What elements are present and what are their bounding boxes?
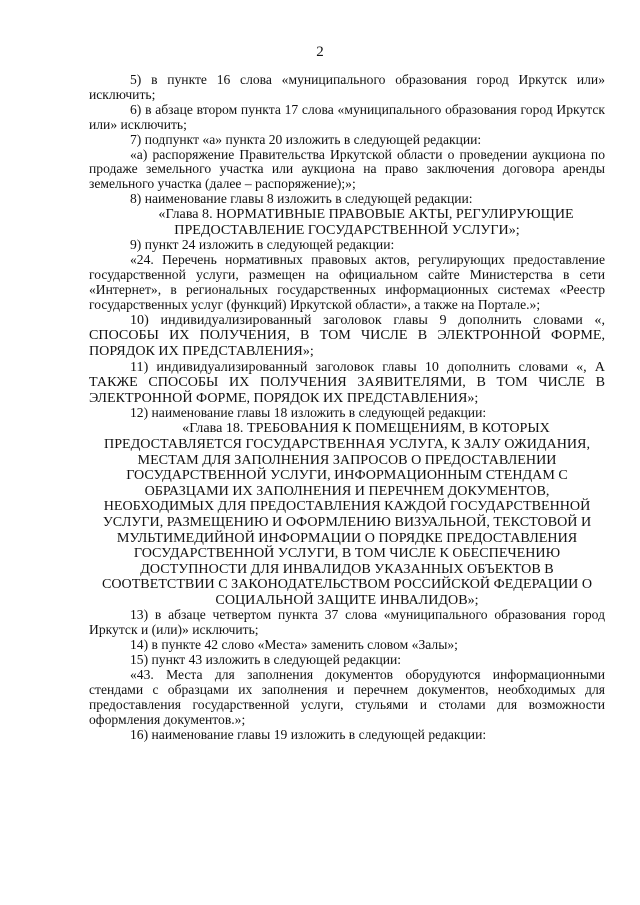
paragraph-item-15: 15) пункт 43 изложить в следующей редакции: — [130, 652, 402, 668]
paragraph-item-6: 6) в абзаце втором пункта 17 слова «муниципального образования город Иркутск или» исключить; — [89, 101, 605, 132]
paragraph-item-9: 9) пункт 24 изложить в следующей редакции: — [130, 237, 395, 253]
paragraph-item-12: 12) наименование главы 18 изложить в следующей редакции: — [130, 405, 487, 421]
quoted-point-43: «43. Места для заполнения документов оборудуются информационными стендами с образцами их заполнения и перечнем документов, необходимых для предоставления государственной услуги, стульями и столами для возможности оформления документов.»; — [89, 667, 605, 727]
paragraph-item-5: 5) в пункте 16 слова «муниципального образования город Иркутск или» исключить; — [89, 72, 605, 102]
paragraph-item-16: 16) наименование главы 19 изложить в следующей редакции: — [130, 726, 487, 742]
quoted-subparagraph-a: «а) распоряжение Правительства Иркутской области о проведении аукциона по продаже земельного участка или аукциона на право заключения договора аренды земельного участка (далее – распоряжение);»; — [89, 146, 605, 192]
document-body — [89, 73, 605, 743]
chapter-18-heading: «Глава 18. ТРЕБОВАНИЯ К ПОМЕЩЕНИЯМ, В КОТОРЫХ ПРЕДОСТАВЛЯЕТСЯ ГОСУДАРСТВЕННАЯ УСЛУГА, К ЗАЛУ ОЖИДАНИЯ, МЕСТАМ ДЛЯ ЗАПОЛНЕНИЯ ЗАПРОСОВ О ПРЕДОСТАВЛЕНИИ ГОСУДАРСТВЕННОЙ УСЛУГИ, ИНФОРМАЦИОННЫМ СТЕНДАМ С ОБРАЗЦАМИ ИХ ЗАПОЛНЕНИЯ И ПЕРЕЧНЕМ ДОКУМЕНТОВ, НЕОБХОДИМЫХ ДЛЯ ПРЕДОСТАВЛЕНИЯ КАЖДОЙ ГОСУДАРСТВЕННОЙ УСЛУГИ, РАЗМЕЩЕНИЮ И ОФОРМЛЕНИЮ ВИЗУАЛЬНОЙ, ТЕКСТОВОЙ И МУЛЬТИМЕДИЙНОЙ ИНФОРМАЦИИ О ПОРЯДКЕ ПРЕДОСТАВЛЕНИЯ ГОСУДАРСТВЕННОЙ УСЛУГИ, В ТОМ ЧИСЛЕ К ОБЕСПЕЧЕНИЮ ДОСТУПНОСТИ ДЛЯ ИНВАЛИДОВ УКАЗАННЫХ ОБЪЕКТОВ В СООТВЕТСТВИИ С ЗАКОНОДАТЕЛЬСТВОМ РОССИЙСКОЙ ФЕДЕРАЦИИ О СОЦИАЛЬНОЙ ЗАЩИТЕ ИНВАЛИДОВ»; — [101, 420, 593, 608]
paragraph-item-13: 13) в абзаце четвертом пункта 37 слова «муниципального образования город Иркутск и (или)» исключить; — [89, 607, 605, 638]
chapter-8-heading: «Глава 8. НОРМАТИВНЫЕ ПРАВОВЫЕ АКТЫ, РЕГУЛИРУЮЩИЕ ПРЕДОСТАВЛЕНИЕ ГОСУДАРСТВЕННОЙ УСЛУГИ»; — [158, 206, 574, 238]
paragraph-item-8: 8) наименование главы 8 изложить в следующей редакции: — [130, 191, 473, 207]
page-number: 2 — [316, 44, 324, 60]
paragraph-item-14: 14) в пункте 42 слово «Места» заменить словом «Залы»; — [130, 637, 458, 653]
paragraph-item-11: 11) индивидуализированный заголовок главы 10 дополнить словами «, А ТАКЖЕ СПОСОБЫ ИХ ПОЛУЧЕНИЯ ЗАЯВИТЕЛЯМИ, В ТОМ ЧИСЛЕ В ЭЛЕКТРОННОЙ ФОРМЕ, ПОРЯДОК ИХ ПРЕДСТАВЛЕНИЯ»; — [89, 358, 605, 406]
paragraph-item-10: 10) индивидуализированный заголовок главы 9 дополнить словами «, СПОСОБЫ ИХ ПОЛУЧЕНИЯ, В ТОМ ЧИСЛЕ В ЭЛЕКТРОННОЙ ФОРМЕ, ПОРЯДОК ИХ ПРЕДСТАВЛЕНИЯ»; — [89, 311, 605, 360]
paragraph-item-7: 7) подпункт «а» пункта 20 изложить в следующей редакции: — [130, 131, 482, 147]
quoted-point-24: «24. Перечень нормативных правовых актов, регулирующих предоставление государственной услуги, размещен на официальном сайте Министерства в сети «Интернет», в региональных государственных информационных системах «Реестр государственных услуг (функций) Иркутской области», а также на Портале.»; — [89, 252, 605, 312]
